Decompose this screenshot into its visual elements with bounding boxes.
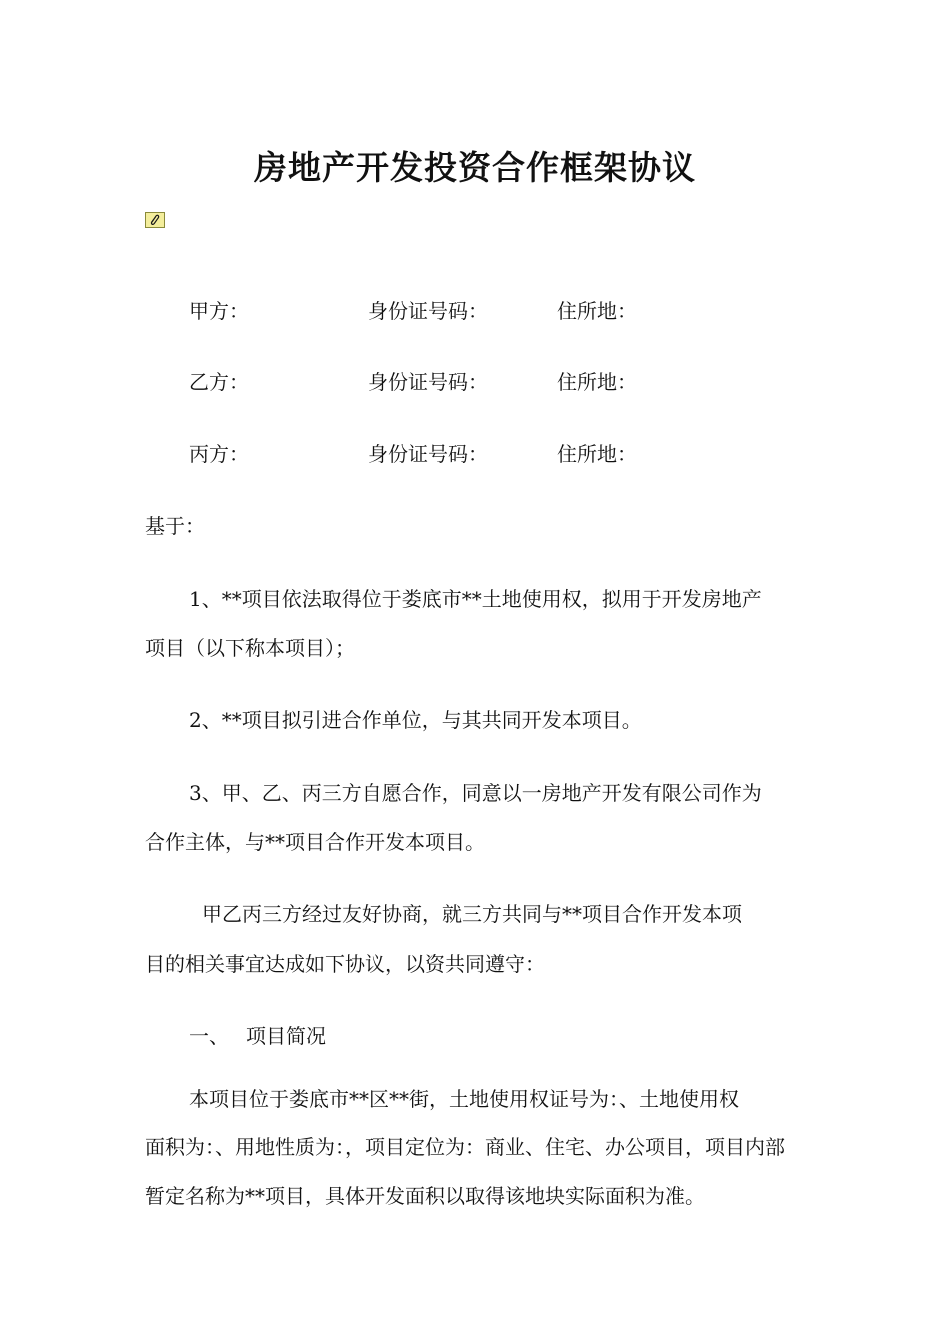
party-b-label: 乙方： [189, 370, 249, 394]
embedded-object-icon[interactable] [145, 212, 165, 228]
party-b-id-label: 身份证号码： [368, 370, 488, 394]
paperclip-icon [148, 213, 162, 227]
agreement-intro-line-2: 目的相关事宜达成如下协议，以资共同遵守： [145, 952, 545, 976]
party-b-address-label: 住所地： [557, 370, 637, 394]
section-1-line-2: 面积为：、用地性质为：，项目定位为：商业、住宅、办公项目，项目内部 [145, 1135, 785, 1159]
clause-3-line-2: 合作主体，与**项目合作开发本项目。 [145, 830, 485, 854]
clause-1-line-2: 项目（以下称本项目）； [145, 636, 355, 660]
clause-3-line-1: 3、甲、乙、丙三方自愿合作，同意以一房地产开发有限公司作为 [189, 781, 762, 805]
basis-heading: 基于： [145, 514, 205, 538]
clause-1-line-1: 1、**项目依法取得位于娄底市**土地使用权，拟用于开发房地产 [189, 587, 762, 611]
section-1-number: 一、 [189, 1024, 229, 1048]
party-a-address-label: 住所地： [557, 299, 637, 323]
party-a-id-label: 身份证号码： [368, 299, 488, 323]
party-c-label: 丙方： [189, 442, 249, 466]
party-c-address-label: 住所地： [557, 442, 637, 466]
section-1-line-1: 本项目位于娄底市**区**街，土地使用权证号为：、土地使用权 [189, 1087, 739, 1111]
agreement-intro-line-1: 甲乙丙三方经过友好协商，就三方共同与**项目合作开发本项 [202, 902, 742, 926]
clause-2-line-1: 2、**项目拟引进合作单位，与其共同开发本项目。 [189, 708, 642, 732]
document-title: 房地产开发投资合作框架协议 [254, 148, 696, 187]
section-1-line-3: 暂定名称为**项目，具体开发面积以取得该地块实际面积为准。 [145, 1184, 705, 1208]
party-c-id-label: 身份证号码： [368, 442, 488, 466]
party-a-label: 甲方： [189, 299, 249, 323]
section-1-title: 项目简况 [246, 1024, 326, 1048]
